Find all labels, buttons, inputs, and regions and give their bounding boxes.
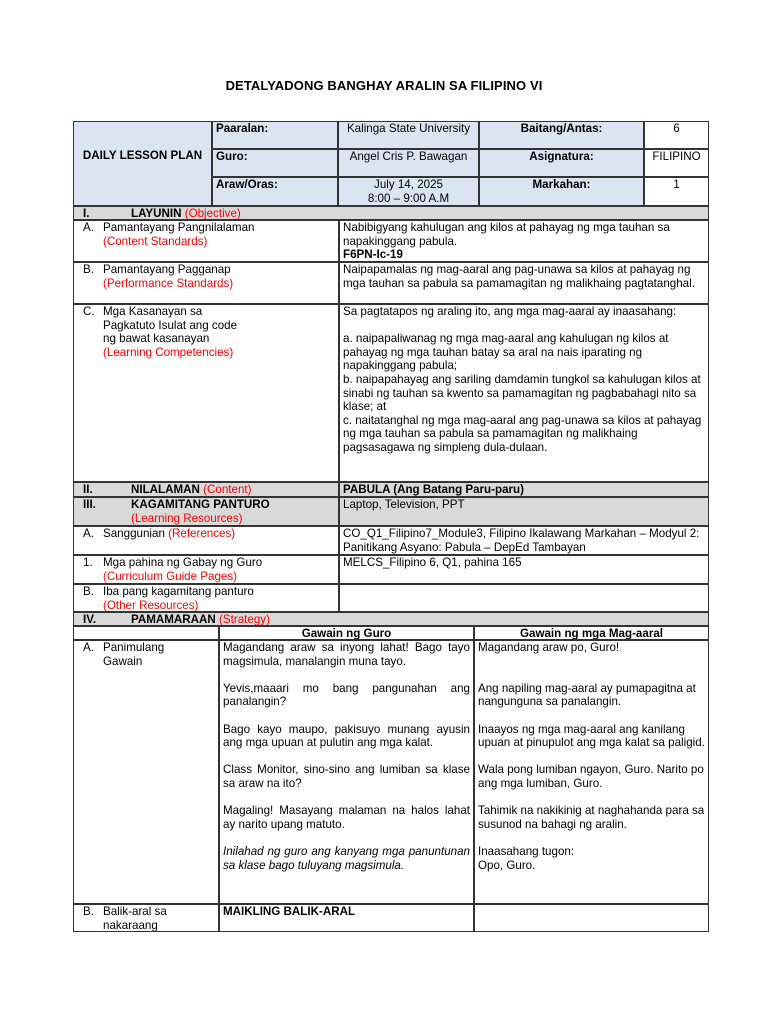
guro-line-1: Magandang araw sa inyong lahat! Bago tayo magsimula, manalangin muna tayo.	[223, 641, 470, 668]
mag-line-7: Opo, Guro.	[478, 858, 536, 872]
oras-value: 8:00 – 9:00 A.M	[367, 191, 450, 205]
balik-aral-mag-aaral	[474, 904, 709, 932]
other-resources-label	[73, 584, 339, 612]
performance-standards-en: (Performance Standards)	[103, 276, 234, 290]
baitang-value: 6	[644, 121, 709, 149]
kagamitan-label	[73, 497, 339, 526]
dlp-label: DAILY LESSON PLAN	[82, 149, 203, 162]
nilalaman-label	[73, 482, 339, 497]
balik-aral-label	[73, 904, 219, 932]
balik-aral-title: Balik-aral sa nakaraang	[103, 905, 167, 932]
references-num: A.	[83, 527, 94, 540]
pamamaraan-title-en: (Strategy)	[219, 613, 270, 626]
pamamaraan-num: IV.	[83, 613, 97, 626]
mag-line-2: Ang napiling mag-aaral ay pumapagitna at nangunguna sa panalangin.	[478, 681, 696, 709]
araw-value: July 14, 2025	[374, 178, 443, 191]
other-resources-title: Iba pang kagamitang panturo	[103, 585, 254, 598]
learning-competencies-title: Mga Kasanayan sa Pagkatuto Isulat ang code ng bawat kasanayan	[103, 305, 238, 346]
content-standards-value	[339, 220, 709, 262]
markahan-value: 1	[644, 177, 709, 206]
guro-label: Guro:	[212, 149, 338, 177]
mag-line-5: Tahimik na nakikinig at naghahanda para sa susunod na bahagi ng aralin.	[478, 804, 705, 831]
panimulang-gawain-label	[73, 640, 219, 904]
layunin-title-en: (Objective)	[184, 207, 241, 220]
col-guro-header: Gawain ng Guro	[219, 626, 474, 640]
competency-intro: Sa pagtatapos ng araling ito, ang mga mag-aaral ay inaasahang:	[343, 305, 677, 318]
competency-a: a. naipapaliwanag ng mga mag-aaral ang kahulugan ng kilos at pahayag ng mga tauhan batay sa aral na nais iparating ng napakinggang pabula;	[343, 332, 669, 373]
kagamitan-title: KAGAMITANG PANTURO	[131, 498, 270, 511]
references-title: Sanggunian	[103, 527, 165, 540]
page-title: DETALYADONG BANGHAY ARALIN SA FILIPINO VI	[225, 78, 543, 93]
balik-aral-value: MAIKLING BALIK-ARAL	[219, 904, 474, 932]
asignatura-label: Asignatura:	[479, 149, 644, 177]
mag-aaral-activities	[474, 640, 709, 904]
kagamitan-value: Laptop, Television, PPT	[339, 497, 709, 526]
mag-line-3: Inaayos ng mga mag-aaral ang kanilang upuan at pinupulot ang mga kalat sa paligid.	[478, 722, 705, 750]
references-value: CO_Q1_Filipino7_Module3, Filipino Ikalawang Markahan – Modyul 2: Panitikang Asyano: Pabula – DepEd Tambayan	[339, 526, 709, 555]
layunin-header	[73, 206, 709, 220]
pamamaraan-title: PAMAMARAAN	[131, 613, 216, 626]
performance-standards-num: B.	[83, 263, 94, 276]
mag-line-4: Wala pong lumiban ngayon, Guro. Narito po ang mga lumiban, Guro.	[478, 763, 704, 790]
panimulang-title: Panimulang Gawain	[103, 641, 165, 668]
competency-c: c. naitatanghal ng mga mag-aaral ang pag-unawa sa kilos at pahayag ng mga tauhan sa pabula sa pamamagitan ng malikhaing pagsasagawa ng simpleng dula-dulaan.	[343, 413, 702, 454]
learning-competencies-value	[339, 304, 709, 482]
guro-line-4: Class Monitor, sino-sino ang lumiban sa klase sa araw na ito?	[223, 763, 470, 790]
mag-line-1: Magandang araw po, Guro!	[478, 641, 620, 654]
guide-pages-value: MELCS_Filipino 6, Q1, pahina 165	[339, 555, 709, 584]
nilalaman-num: II.	[83, 483, 93, 496]
nilalaman-title: NILALAMAN	[131, 483, 200, 496]
guide-pages-label	[73, 555, 339, 584]
performance-standards-label	[73, 262, 339, 304]
guro-activities	[219, 640, 474, 904]
guro-value: Angel Cris P. Bawagan	[338, 149, 479, 177]
pamamaraan-header	[73, 612, 709, 626]
references-en: (References)	[168, 527, 236, 540]
other-resources-en: (Other Resources)	[103, 598, 199, 612]
guide-pages-en: (Curriculum Guide Pages)	[103, 569, 238, 583]
guide-pages-num: 1.	[83, 556, 93, 569]
learning-competencies-en: (Learning Competencies)	[103, 345, 234, 359]
content-standards-num: A.	[83, 221, 94, 234]
performance-standards-value: Naipapamalas ng mag-aaral ang pag-unawa sa kilos at pahayag ng mga tauhan sa pabula sa pamamagitan ng malikhaing pagtatanghal.	[339, 262, 709, 304]
other-resources-value	[339, 584, 709, 612]
kagamitan-num: III.	[83, 498, 96, 511]
col-mag-header: Gawain ng mga Mag-aaral	[474, 626, 709, 640]
baitang-label: Baitang/Antas:	[479, 121, 644, 149]
content-standards-en: (Content Standards)	[103, 234, 208, 248]
competency-b: b. naipapahayag ang sariling damdamin tungkol sa kahulugan kilos at sinabi ng tauhan sa kwento sa pamamagitan ng pagbabahagi nito sa klase; at	[343, 372, 701, 414]
guro-line-6: Inilahad ng guro ang kanyang mga panuntunan sa klase bago tuluyang magsimula.	[223, 844, 470, 872]
paaralan-label: Paaralan:	[212, 121, 338, 149]
kagamitan-title-en: (Learning Resources)	[131, 511, 243, 525]
nilalaman-title-en: (Content)	[203, 483, 252, 496]
nilalaman-value: PABULA (Ang Batang Paru-paru)	[339, 482, 709, 497]
balik-aral-num: B.	[83, 905, 94, 918]
references-label	[73, 526, 339, 555]
markahan-label: Markahan:	[479, 177, 644, 206]
layunin-num: I.	[83, 207, 90, 220]
content-standards-title: Pamantayang Pangnilalaman	[103, 221, 255, 234]
learning-competencies-label	[73, 304, 339, 482]
strategy-corner	[73, 626, 219, 640]
mag-line-6: Inaasahang tugon:	[478, 844, 575, 858]
guro-line-2: Yevis,maaari mo bang pangunahan ang panalangin?	[223, 681, 470, 709]
araw-value-cell	[338, 177, 479, 206]
dlp-cell	[73, 121, 212, 206]
content-standards-label	[73, 220, 339, 262]
content-standards-text: Nabibigyang kahulugan ang kilos at pahayag ng mga tauhan sa napakinggang pabula.	[343, 221, 670, 248]
performance-standards-title: Pamantayang Pagganap	[103, 263, 231, 276]
guro-line-5: Magaling! Masayang malaman na halos lahat ay narito upang matuto.	[223, 804, 470, 831]
guro-line-3: Bago kayo maupo, pakisuyo munang ayusin ang mga upuan at pulutin ang mga kalat.	[223, 722, 470, 750]
araw-label: Araw/Oras:	[212, 177, 338, 206]
paaralan-value: Kalinga State University	[338, 121, 479, 149]
guide-pages-title: Mga pahina ng Gabay ng Guro	[103, 556, 263, 569]
content-standards-code: F6PN-Ic-19	[343, 248, 403, 262]
layunin-title: LAYUNIN	[131, 207, 182, 220]
asignatura-value: FILIPINO	[644, 149, 709, 177]
panimulang-num: A.	[83, 641, 94, 654]
other-resources-num: B.	[83, 585, 94, 598]
learning-competencies-num: C.	[83, 305, 95, 318]
